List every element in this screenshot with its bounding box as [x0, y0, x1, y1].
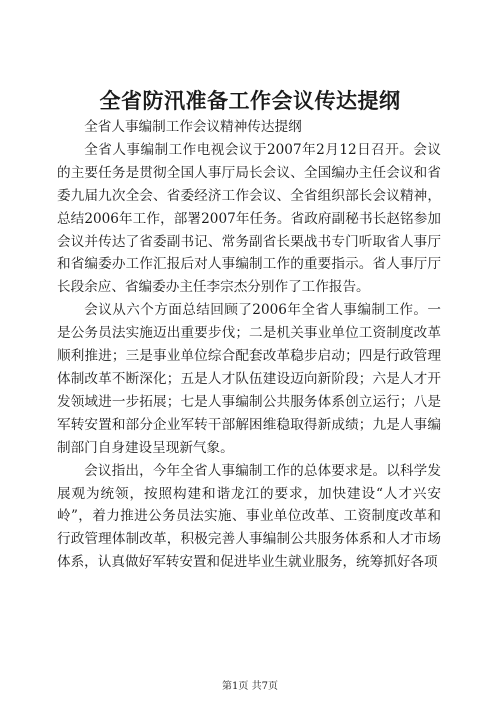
paragraph-subtitle: 全省人事编制工作会议精神传达提纲 [84, 119, 302, 135]
paragraph: 会议指出，今年全省人事编制工作的总体要求是。以科学发展观为统领，按照构建和谐龙江的要求，加快建设“人才兴安岭”，着力推进公务员法实施、事业单位改革、工资制度改革和行政管理体制改革，积极完善人事编制公共服务体系和人才市场体系，认真做好军转安置和促进毕业生就业服务，统筹抓好各项 [57, 462, 441, 571]
page-number-footer: 第1页 共7页 [222, 681, 278, 692]
document-title: 全省防汛准备工作会议传达提纲 [99, 88, 401, 113]
document-body [57, 116, 441, 574]
paragraph: 全省人事编制工作电视会议于2007年2月12日召开。会议的主要任务是贯彻全国人事厅局长会议、全国编办主任会议和省委九届九次全会、省委经济工作会议、全省组织部长会议精神，总结2006年工作，部署2007年任务。省政府副秘书长赵铭参加会议并传达了省委副书记、常务副省长栗战书专门听取省人事厅和省编委办工作汇报后对人事编制工作的重要指示。省人事厅厅长段余应、省编委办主任李宗杰分别作了工作报告。 [57, 141, 441, 296]
paragraph: 会议从六个方面总结回顾了2006年全省人事编制工作。一是公务员法实施迈出重要步伐；二是机关事业单位工资制度改革顺利推进；三是事业单位综合配套改革稳步启动；四是行政管理体制改革不断深化；五是人才队伍建设迈向新阶段；六是人才开发领域进一步拓展；七是人事编制公共服务体系创立运行；八是军转安置和部分企业军转干部解困维稳取得新成绩；九是人事编制部门自身建设呈现新气象。 [57, 302, 441, 456]
